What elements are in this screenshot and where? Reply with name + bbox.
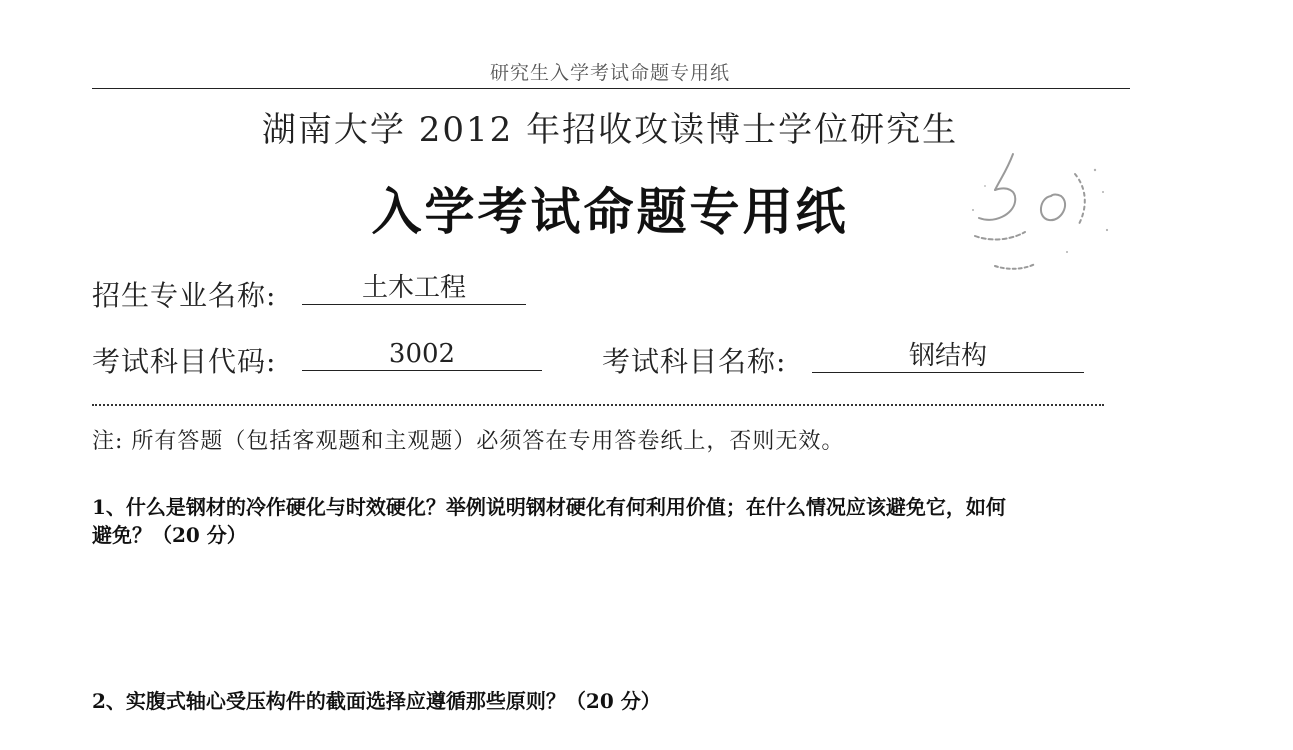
subject-name-label: 考试科目名称: [602,345,787,378]
header-rule [92,88,1130,89]
question-1-line1: 1、什么是钢材的冷作硬化与时效硬化？举例说明钢材硬化有何利用价值；在什么情况应该避免它，如何 [92,495,1006,519]
exam-title-line1: 湖南大学 2012 年招收攻读博士学位研究生 [261,110,959,150]
answer-note: 注: 所有答题（包括客观题和主观题）必须答在专用答卷纸上，否则无效。 [92,429,845,454]
major-value: 土木工程 [302,272,526,305]
question-2: 2、实腹式轴心受压构件的截面选择应遵循那些原则？（20 分） [92,689,661,713]
subject-code-label: 考试科目代码: [92,345,277,378]
dotted-divider [92,404,1104,406]
handwritten-mark [955,140,1125,280]
subject-name-value: 钢结构 [812,340,1084,373]
question-1-line2: 避免？（20 分） [92,523,247,547]
exam-title-line2: 入学考试命题专用纸 [371,183,849,241]
running-header: 研究生入学考试命题专用纸 [489,62,730,84]
subject-code-value: 3002 [302,338,542,371]
major-label: 招生专业名称: [92,279,277,312]
